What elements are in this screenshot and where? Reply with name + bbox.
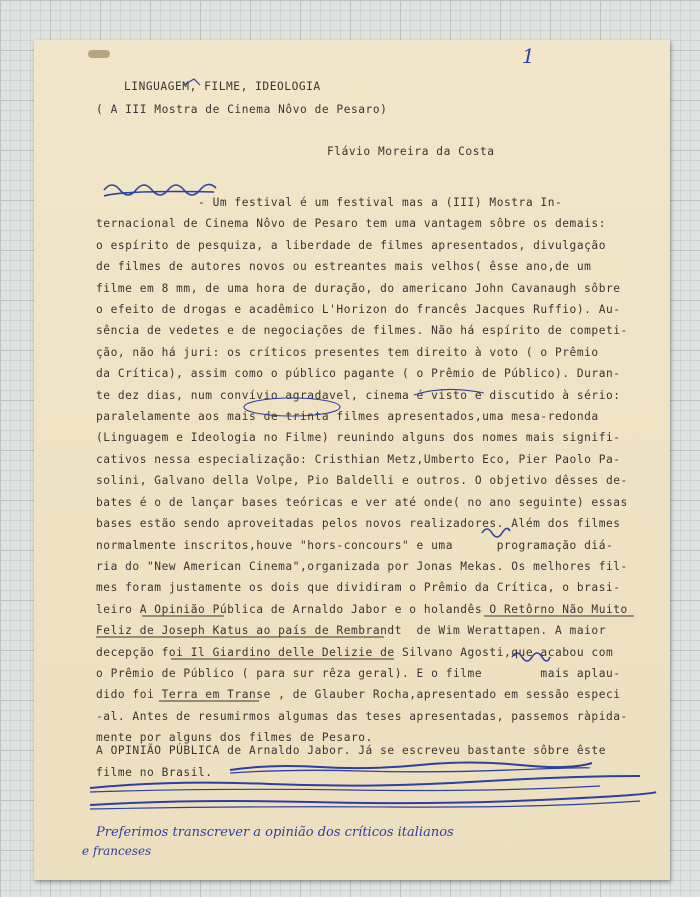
- page-number: 1: [522, 44, 535, 68]
- text-line: Feliz de Joseph Katus ao país de Rembrandt de Wim Werattapen. A maior: [96, 624, 606, 638]
- scribble-deletion-1: [104, 184, 216, 196]
- text-line: de filmes de autores novos ou estreantes mais velhos( êsse ano,de um: [96, 260, 592, 274]
- text-line: -al. Antes de resumirmos algumas das teses apresentadas, passemos ràpida-: [96, 709, 628, 723]
- scribble-deletion-3: [512, 653, 550, 661]
- strike-line-2: [230, 768, 590, 773]
- circle-mais-de-trinta: [244, 398, 340, 416]
- text-line: ria do "New American Cinema",organizada por Jonas Mekas. Os melhores fil-: [96, 559, 628, 573]
- text-line: decepção foi Il Giardino delle Delizie de Silvano Agosti,que acabou com: [96, 645, 614, 659]
- text-line: filme no Brasil.: [96, 766, 213, 779]
- document-subtitle: ( A III Mostra de Cinema Nôvo de Pesaro): [96, 103, 388, 116]
- strike-line-5: [90, 792, 656, 805]
- text-line: cativos nessa especialização: Cristhian Metz,Umberto Eco, Pier Paolo Pa-: [96, 452, 621, 466]
- text-line: o espírito de pesquiza, a liberdade de filmes apresentados, divulgação: [96, 238, 606, 252]
- handwritten-note-line-2: e franceses: [82, 844, 152, 858]
- text-line: leiro A Opinião Pública de Arnaldo Jabor e o holandês O Retôrno Não Muito: [96, 602, 628, 616]
- text-line: o Prêmio de Público ( para sur rêza geral). E o filme mais aplau-: [96, 666, 621, 680]
- text-line: - Um festival é um festival mas a (III) Mostra In-: [96, 196, 563, 209]
- typed-document-sheet: [34, 40, 670, 880]
- text-line: dido foi Terra em Transe , de Glauber Rocha,apresentado em sessão especi: [96, 688, 621, 702]
- text-line: paralelamente aos mais de trinta filmes apresentados,uma mesa-redonda: [96, 410, 599, 424]
- text-line: bases estão sendo aproveitadas pelos novos realizadores. Além dos filmes: [96, 517, 621, 531]
- text-line: o efeito de drogas e acadêmico L'Horizon do francês Jacques Ruffio). Au-: [96, 303, 621, 317]
- strike-line-3: [90, 776, 640, 788]
- insertion-arrow: [414, 389, 484, 395]
- text-line: te dez dias, num convívio agradavel, cinema é visto e discutido à sério:: [96, 388, 621, 402]
- handwritten-note-line-1: Preferimos transcrever a opinião dos críticos italianos: [96, 825, 454, 840]
- text-line: normalmente inscritos,houve "hors-concours" e uma programação diá-: [96, 538, 614, 552]
- scribble-deletion-2: [482, 528, 510, 537]
- strike-line-4: [90, 786, 600, 792]
- text-line: mente por alguns dos filmes de Pesaro.: [96, 731, 373, 745]
- title-correction: [184, 79, 200, 85]
- text-line: bates é o de lançar bases teóricas e ver até onde( no ano seguinte) essas: [96, 495, 628, 509]
- text-line: da Crítica), assim como o público pagante ( o Prêmio de Público). Duran-: [96, 367, 621, 381]
- text-line: mes foram justamente os dois que dividiram o Prêmio da Crítica, o brasi-: [96, 581, 621, 595]
- author-name: Flávio Moreira da Costa: [327, 145, 495, 158]
- text-line: A OPINIÃO PÚBLICA de Arnaldo Jabor. Já se escreveu bastante sôbre êste: [96, 744, 606, 757]
- text-line: ção, não há juri: os críticos presentes tem direito à voto ( o Prêmio: [96, 345, 599, 359]
- text-line: ternacional de Cinema Nôvo de Pesaro tem uma vantagem sôbre os demais:: [96, 217, 606, 231]
- handwritten-corrections: [34, 40, 670, 880]
- text-line: solini, Galvano della Volpe, Pio Baldelli e outros. O objetivo dêsses de-: [96, 474, 628, 488]
- document-title: LINGUAGEM, FILME, IDEOLOGIA: [124, 80, 321, 93]
- text-line: (Linguagem e Ideologia no Filme) reunindo alguns dos nomes mais signifi-: [96, 431, 621, 445]
- text-line: filme em 8 mm, de uma hora de duração, do americano John Cavanaugh sôbre: [96, 281, 621, 295]
- text-line: sência de vedetes e de negociações de filmes. Não há espírito de competi-: [96, 324, 628, 338]
